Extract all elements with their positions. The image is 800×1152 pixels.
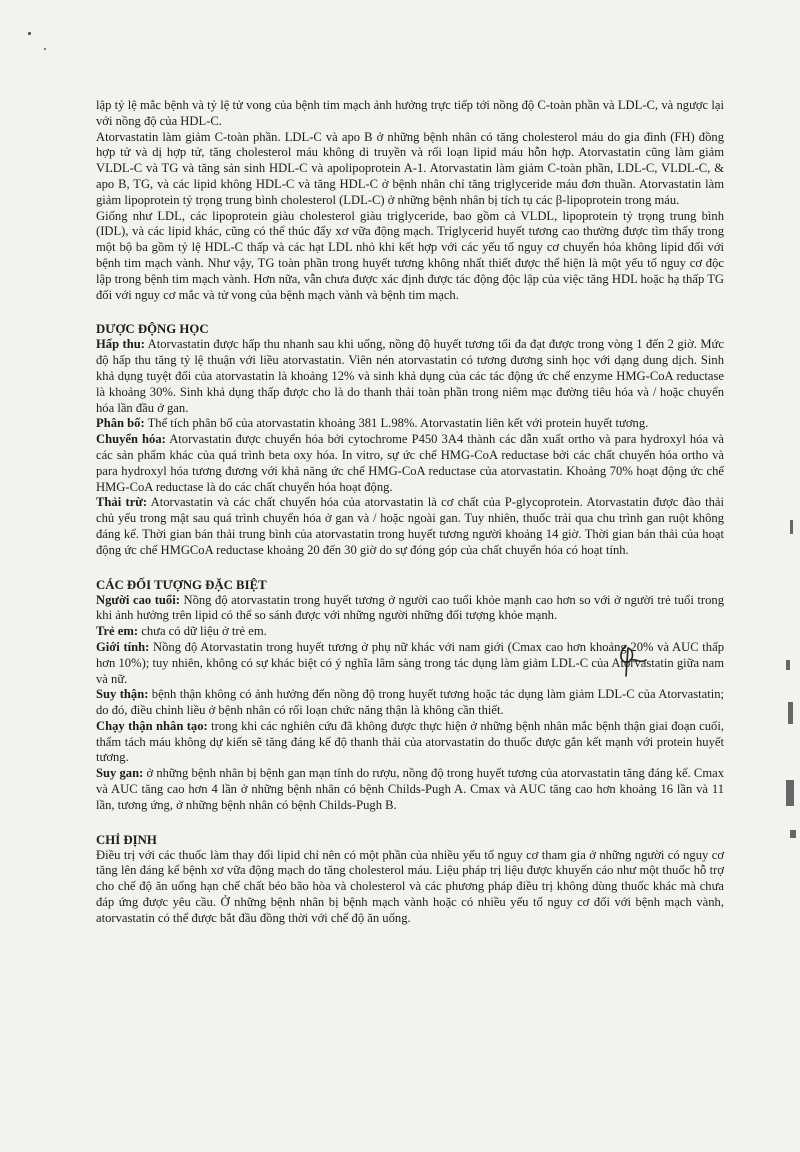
scan-edge-mark	[786, 780, 794, 806]
scan-edge-mark	[790, 830, 796, 838]
section-heading-indication: CHỈ ĐỊNH	[96, 832, 157, 847]
term-label: Phân bố:	[96, 416, 145, 431]
term-label: Trẻ em:	[96, 624, 139, 639]
special-renal	[96, 687, 724, 719]
term-label: Giới tính:	[96, 639, 150, 654]
scan-edge-mark	[786, 660, 790, 670]
intro-paragraph-2: Atorvastatin làm giảm C-toàn phần. LDL-C và apo B ở những bệnh nhân có tăng cholesterol máu do gia đình (FH) đồng hợp tử và dị hợp tử, tăng cholesterol máu không di truyền và rối loạn lipid máu hỗn hợp. Atorvastatin cũng làm giảm VLDL-C và TG và tăng sản sinh HDL-C và apolipoprotein A-1. Atorvastatin làm giảm C-toàn phần, LDL-C, VLDL-C, & apo B, TG, và các lipid không HDL-C và tăng HDL-C ở bệnh nhân chỉ tăng triglyceride máu đơn thuần. Atorvastatin làm giảm lipoprotein tỷ trọng trung bình cholesterol (LDL-C) ở những bệnh nhân bị tích tụ các β-lipoprotein trong máu.	[96, 129, 724, 207]
indication-text: Điều trị với các thuốc làm thay đổi lipid chỉ nên có một phần của nhiều yếu tố nguy cơ tham gia ở những người có nguy cơ tăng lên đáng kể bệnh xơ vữa động mạch do tăng cholesterol máu. Liệu pháp trị liệu được khuyến cáo như một thuốc hỗ trợ cho chế độ ăn uống hạn chế chất béo bão hòa và cholesterol và các phương pháp điều trị không dùng thuốc khác mà chưa đáp ứng được yêu cầu. Ở những bệnh nhân bị bệnh mạch vành hoặc có nhiều yếu tố nguy cơ đối với bệnh mạch vành, atorvastatin có thể được bắt đầu đồng thời với chế độ ăn uống.	[96, 847, 724, 925]
document-body	[96, 98, 724, 927]
special-elderly	[96, 593, 724, 625]
term-text: Nồng độ atorvastatin trong huyết tương ở người cao tuổi khỏe mạnh cao hơn so với ở người trẻ tuổi trong khi ảnh hưởng trên lipid có thể so sánh được với những người những đối tượng khỏe mạnh.	[96, 592, 724, 623]
scan-edge-mark	[790, 520, 793, 534]
term-text: Atorvastatin được hấp thu nhanh sau khi uống, nồng độ huyết tương tối đa đạt được trong vòng 1 đến 2 giờ. Mức độ hấp thu tăng tỷ lệ thuận với liều atorvastatin. Viên nén atorvastatin có tương đương sinh học với dạng dung dịch. Sinh khả dụng tuyệt đối của atorvastatin là khoảng 12% và sinh khả dụng của các tác động ức chế enzyme HMG-CoA reductase là khoảng 30%. Sinh khả dụng thấp được cho là do thanh thải toàn phần trong niêm mạc đường tiêu hóa và / hoặc chuyển hóa lần đầu ở gan.	[96, 337, 724, 415]
term-label: Chuyển hóa:	[96, 432, 166, 447]
term-text: bệnh thận không có ảnh hưởng đến nồng độ trong huyết tương hoặc tác dụng làm giảm LDL-C của Atorvastatin; do đó, điều chỉnh liều ở bệnh nhân có rối loạn chức năng thận là không cần thiết.	[96, 687, 724, 718]
section-heading-special-populations: CÁC ĐỐI TƯỢNG ĐẶC BIỆT	[96, 577, 267, 592]
term-label: Suy gan:	[96, 766, 144, 781]
pk-metabolism	[96, 432, 724, 495]
section-heading-pharmacokinetics: DƯỢC ĐỘNG HỌC	[96, 322, 209, 337]
term-label: Chạy thận nhân tạo:	[96, 718, 208, 733]
special-children	[96, 624, 724, 640]
term-label: Hấp thu:	[96, 337, 145, 352]
term-text: Atorvastatin và các chất chuyển hóa của atorvastatin là cơ chất của P-glycoprotein. Atorvastatin được đào thải chủ yếu trong mật sau quá trình chuyển hóa ở gan và / hoặc ngoài gan. Tuy nhiên, thuốc trải qua chu trình gan ruột không đáng kể. Thời gian bán thải trung bình của atorvastatin trong huyết tương người khoảng 14 giờ. Thời gian bán thải của hoạt động ức chế HMGCoA reductase khoảng 20 đến 30 giờ do sự đóng góp của chất chuyển hóa có hoạt tính.	[96, 495, 724, 557]
pk-absorption	[96, 337, 724, 416]
special-populations-section	[96, 577, 724, 814]
term-text: Thể tích phân bố của atorvastatin khoảng 381 L.98%. Atorvastatin liên kết với protein huyết tương.	[144, 416, 649, 431]
handwritten-initial	[612, 640, 652, 680]
term-label: Thải trừ:	[96, 495, 148, 510]
term-text: Nồng độ Atorvastatin trong huyết tương ở phụ nữ khác với nam giới (Cmax cao hơn khoảng 20% và AUC thấp hơn 10%); tuy nhiên, không có sự khác biệt có ý nghĩa lâm sàng trong tác dụng làm giảm LDL-C của Atorvastatin giữa nam và nữ.	[96, 639, 724, 686]
term-label: Suy thận:	[96, 687, 149, 702]
special-dialysis	[96, 719, 724, 766]
intro-paragraph-1: lập tỷ lệ mắc bệnh và tỷ lệ tử vong của bệnh tim mạch ảnh hưởng trực tiếp tới nồng độ C-toàn phần và LDL-C, và ngược lại với nồng độ của HDL-C.	[96, 98, 724, 128]
term-text: ở những bệnh nhân bị bệnh gan mạn tính do rượu, nồng độ trong huyết tương của atorvastatin tăng đáng kể. Cmax và AUC tăng cao hơn 4 lần ở những bệnh nhân có bệnh Childs-Pugh A. Cmax và AUC tăng cao hơn khoảng 16 lần và 11 lần, tương ứng, ở những bệnh nhân có bệnh Childs-Pugh B.	[96, 766, 725, 812]
term-text: Atorvastatin được chuyển hóa bởi cytochrome P450 3A4 thành các dẫn xuất ortho và para hydroxyl hóa và các sản phẩm khác của quá trình beta oxy hóa. In vitro, sự ức chế HMG-CoA reductase bởi các chất chuyển hóa ortho và para hydroxyl hóa tương đương với khả năng ức chế HMG-CoA reductase của atorvastatin. Khoảng 70% hoạt động ức chế HMG-CoA reductase là do các chất chuyển hóa hoạt động.	[96, 432, 725, 494]
scan-edge-mark	[788, 702, 793, 724]
special-hepatic	[96, 766, 724, 813]
intro-paragraph-3: Giống như LDL, các lipoprotein giàu cholesterol giàu triglyceride, bao gồm cả VLDL, lipoprotein tỷ trọng trung bình (IDL), và các lipid khác, cũng có thể thúc đẩy xơ vữa động mạch. Triglycerid huyết tương cao thường được tìm thấy trong một bộ ba gồm tỷ lệ HDL-C thấp và các hạt LDL nhỏ khi kết hợp với các yếu tố nguy cơ chuyển hóa không lipid đối với bệnh tim mạch vành. Như vậy, TG toàn phần trong huyết tương không nhất thiết được thể hiện là một yếu tố nguy cơ độc lập trong bệnh tim mạch vành. Hơn nữa, vẫn chưa được xác định được tác động độc lập của việc tăng HDL hoặc hạ thấp TG đối với nguy cơ mắc và tử vong của bệnh mạch vành và bệnh tim mạch.	[96, 208, 724, 302]
term-text: trong khi các nghiên cứu đã không được thực hiện ở những bệnh nhân mắc bệnh thận giai đoạn cuối, thẩm tách máu không dự kiến sẽ tăng đáng kể độ thanh thải của atorvastatin do thuốc được gắn kết mạnh với protein huyết tương.	[96, 718, 724, 765]
scan-speck	[28, 32, 31, 35]
pharmacokinetics-section	[96, 321, 724, 558]
pk-elimination	[96, 495, 724, 558]
indication-section	[96, 832, 724, 927]
term-text: chưa có dữ liệu ở trẻ em.	[138, 624, 267, 639]
scan-speck	[44, 48, 46, 50]
term-label: Người cao tuổi:	[96, 592, 180, 607]
pk-distribution	[96, 416, 724, 432]
